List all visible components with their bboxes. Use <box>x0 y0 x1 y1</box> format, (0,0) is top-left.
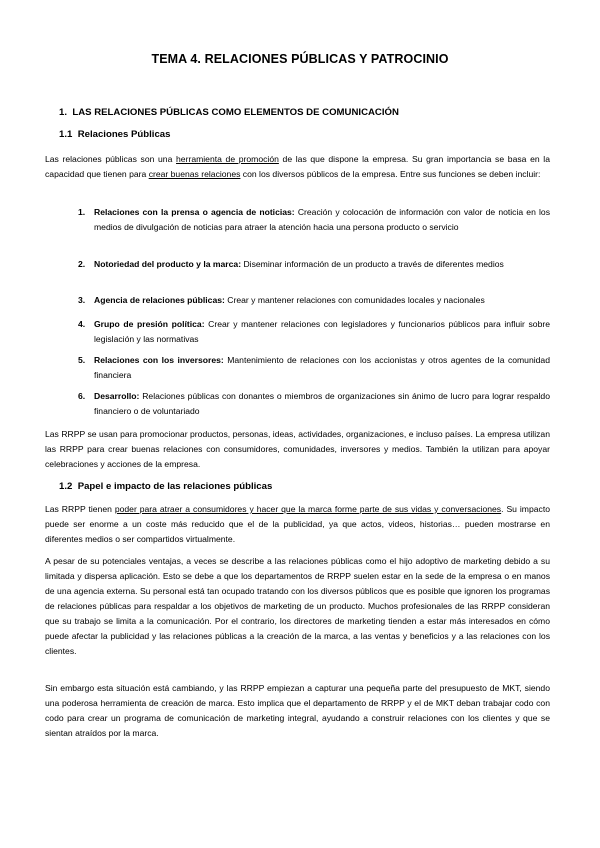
list-item-body <box>94 205 550 235</box>
list-item-label: Relaciones con los inversores: <box>94 355 224 365</box>
list-item-text: Crear y mantener relaciones con comunidades locales y nacionales <box>224 295 485 305</box>
list-item-label: Notoriedad del producto y la marca: <box>94 259 242 269</box>
list-item-label: Desarrollo: <box>94 391 140 401</box>
section-number: 1. <box>59 107 68 118</box>
uses-paragraph: Las RRPP se usan para promocionar productos, personas, ideas, actividades, organizaciones, e incluso países. La empresa utilizan las RRPP para crear buenas relaciones con consumidores, comunidades, inversores y medios. También la utilizan para apoyar celebraciones y acciones de la empresa. <box>45 429 550 469</box>
list-item-body <box>94 353 550 383</box>
list-item-text: Relaciones públicas con donantes o miembros de organizaciones sin ánimo de lucro para lograr respaldo financiero o de voluntariado <box>94 391 550 416</box>
list-item-number: 5. <box>78 355 86 365</box>
list-item-text: Diseminar información de un producto a través de diferentes medios <box>241 259 504 269</box>
subsection-title: Papel e impacto de las relaciones públicas <box>77 481 273 492</box>
list-item-number: 3. <box>78 295 86 305</box>
list-item-number: 4. <box>78 319 86 329</box>
section-1-heading <box>59 105 399 120</box>
list-item-text: Mantenimiento de relaciones con los accionistas y otros agentes de la comunidad financiera <box>94 355 550 380</box>
underlined-text: crear buenas relaciones <box>148 169 241 179</box>
list-item-text: Crear y mantener relaciones con legisladores y funcionarios públicos para influir sobre legislación y las normativas <box>94 319 551 344</box>
subsection-number: 1.2 <box>59 481 73 492</box>
text-run: con los diversos públicos de la empresa. Entre sus funciones se deben incluir: <box>240 169 541 179</box>
adoptive-child-paragraph: A pesar de su potenciales ventajas, a veces se describe a las relaciones públicas como el hijo adoptivo de marketing debido a su limitada y dispersa aplicación. Esto se debe a que los departamentos de RRPP suelen estar en la sede de la empresa o en manos de una agencia externa. Su personal está tan ocupado tratando con los diversos públicos que es posible que ignoren los programas de relaciones públicas para respaldar a los objetivos de marketing de un producto. Muchos profesionales de las RRPP consideran que su trabajo se limita a la comunicación. Por el contrario, los directores de marketing tienden a estar más interesados en cómo puede afectar la publicidad y las relaciones públicas a la creación de la marca, a las ventas y beneficios y a las relaciones con los clientes. <box>45 556 550 656</box>
document-title: TEMA 4. RELACIONES PÚBLICAS Y PATROCINIO <box>151 52 449 66</box>
list-item-number: 2. <box>78 259 86 269</box>
underlined-text: herramienta de promoción <box>176 154 279 164</box>
text-run: . Su impacto puede ser enorme a un coste más reducido que el de la publicidad, ya que actos, videos, historias… pueden mostrarse en diferentes medios o ser compartidos virtualmente. <box>45 504 550 544</box>
list-item-body <box>94 317 550 347</box>
subsection-title: Relaciones Públicas <box>77 129 171 140</box>
list-item-number: 6. <box>78 391 86 401</box>
list-item-body <box>94 293 550 308</box>
list-item-label: Agencia de relaciones públicas: <box>94 295 225 305</box>
list-item-body <box>94 257 550 272</box>
subsection-1-2-heading <box>59 479 272 494</box>
impact-paragraph <box>45 502 550 547</box>
list-item-label: Relaciones con la prensa o agencia de noticias: <box>94 207 295 217</box>
list-item-number: 1. <box>78 207 86 217</box>
underlined-text: poder para atraer a consumidores y hacer que la marca forme parte de sus vidas y conversaciones <box>114 504 502 514</box>
list-item-body <box>94 389 550 419</box>
intro-paragraph <box>45 152 550 182</box>
subsection-1-1-heading <box>59 127 170 142</box>
list-item-text: Creación y colocación de información con valor de noticia en los medios de divulgación de noticias para atraer la atención hacia una persona producto o servicio <box>94 207 551 232</box>
changing-situation-paragraph: Sin embargo esta situación está cambiando, y las RRPP empiezan a capturar una pequeña parte del presupuesto de MKT, siendo una poderosa herramienta de creación de marca. Esto implica que el departamento de RRPP y el de MKT deban trabajar codo con codo para crear un programa de comunicación de marketing integral, ayudando a construir relaciones con los clientes y que se sientan atraídos por la marca. <box>45 683 550 738</box>
subsection-number: 1.1 <box>59 129 73 140</box>
text-run: de las que dispone la empresa. Su gran importancia se basa en la capacidad que tienen para <box>45 154 550 179</box>
text-run: Las RRPP tienen <box>45 504 115 514</box>
text-run: Las relaciones públicas son una <box>45 154 177 164</box>
section-title: LAS RELACIONES PÚBLICAS COMO ELEMENTOS DE COMUNICACIÓN <box>72 107 399 118</box>
list-item-label: Grupo de presión política: <box>94 319 205 329</box>
